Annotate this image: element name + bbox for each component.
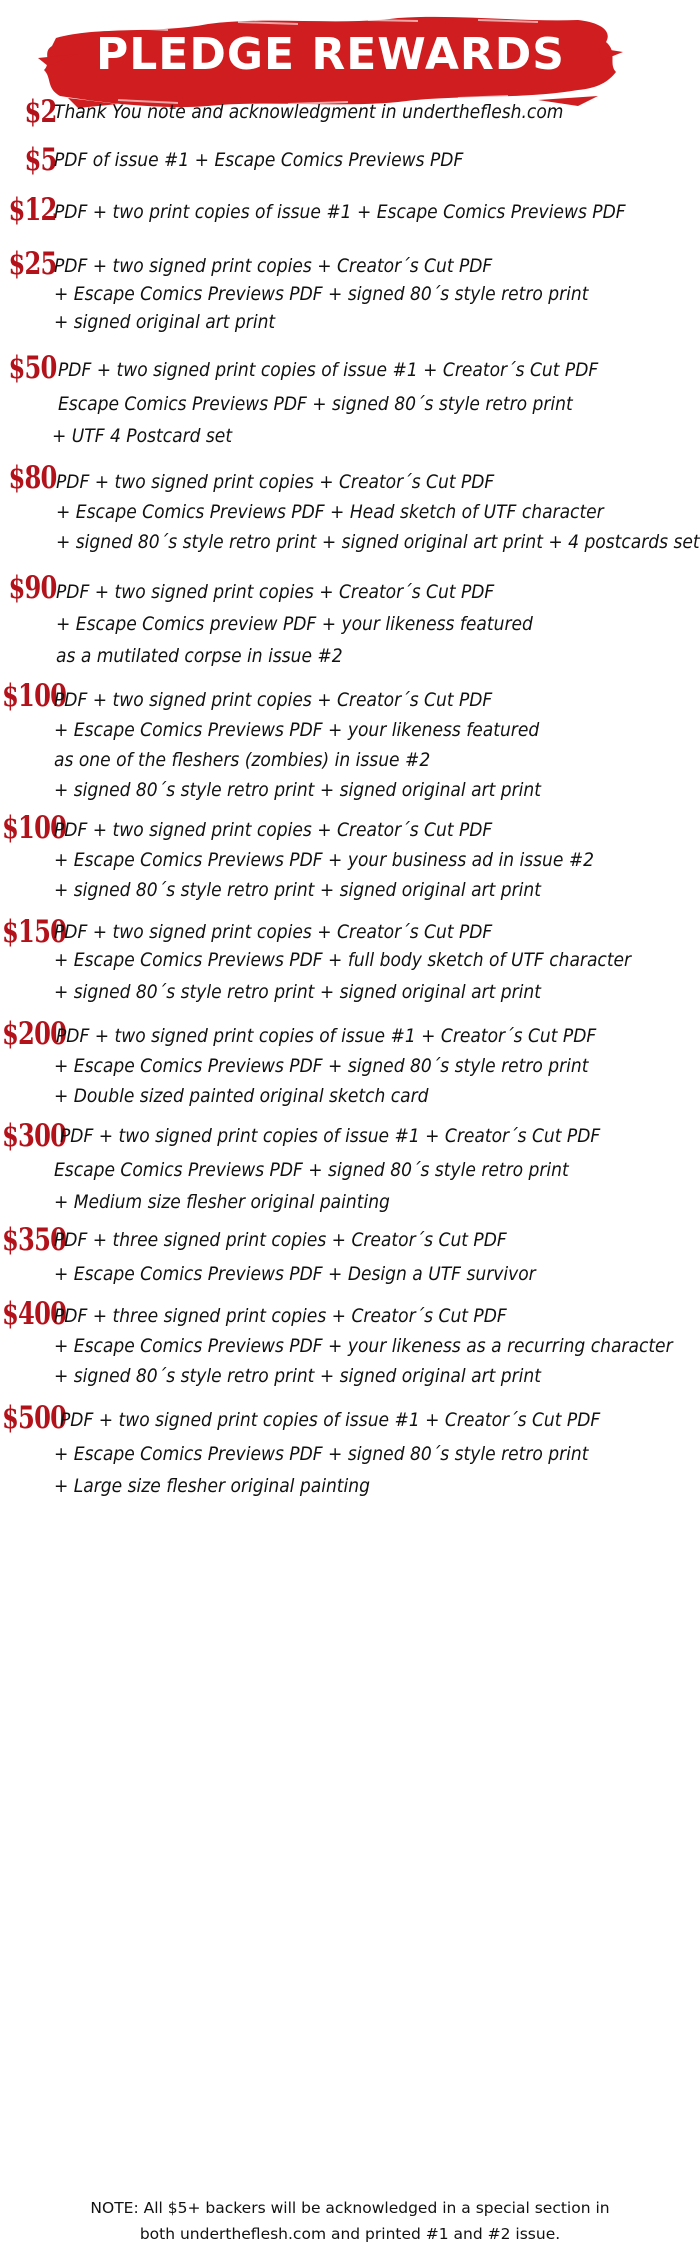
tier-line: + Escape Comics Previews PDF + your business ad in issue #2	[54, 849, 595, 871]
note-line: both undertheflesh.com and printed #1 and #2 issue.	[139, 2225, 561, 2243]
tier-line: PDF + two signed print copies + Creator´s Cut PDF	[54, 819, 493, 841]
tier-line: + Escape Comics Previews PDF + signed 80´s style retro print	[54, 283, 589, 305]
tier-line: + signed 80´s style retro print + signed original art print	[54, 1365, 541, 1387]
tier-price: $500	[2, 1400, 67, 1436]
tier-line: + signed 80´s style retro print + signed original art print	[54, 981, 541, 1003]
title-banner	[38, 8, 623, 113]
tier-price: $200	[2, 1016, 67, 1052]
tier-line: PDF + three signed print copies + Creator´s Cut PDF	[54, 1229, 507, 1251]
tier-line: PDF + two signed print copies of issue #1 + Creator´s Cut PDF	[56, 1025, 597, 1047]
tier-line: + Escape Comics Previews PDF + full body sketch of UTF character	[54, 949, 632, 971]
tier-line: PDF + two signed print copies + Creator´s Cut PDF	[54, 921, 493, 943]
tier-line: PDF + two signed print copies of issue #1 + Creator´s Cut PDF	[58, 359, 599, 381]
tier-line: + Escape Comics Previews PDF + signed 80´s style retro print	[54, 1055, 589, 1077]
tier-line: + Escape Comics Previews PDF + your likeness featured	[54, 719, 540, 741]
tier-line: + Medium size flesher original painting	[54, 1191, 390, 1213]
tier-line: + Escape Comics Previews PDF + signed 80´s style retro print	[54, 1443, 589, 1465]
backer-note	[0, 2195, 700, 2247]
tier-price: $12	[8, 192, 57, 228]
tier-line: as one of the fleshers (zombies) in issue #2	[54, 749, 431, 771]
tier-line: + signed 80´s style retro print + signed original art print	[54, 779, 541, 801]
tier-line: + signed original art print	[54, 311, 276, 333]
tier-price: $300	[2, 1118, 67, 1154]
tier-price: $2	[24, 94, 57, 130]
tier-line: PDF + two signed print copies of issue #1 + Creator´s Cut PDF	[60, 1125, 601, 1147]
tier-price: $80	[8, 460, 57, 496]
tier-price: $5	[24, 142, 57, 178]
tier-line: Escape Comics Previews PDF + signed 80´s style retro print	[54, 1159, 569, 1181]
tier-line: + Double sized painted original sketch card	[54, 1085, 429, 1107]
tier-price: $100	[2, 678, 67, 714]
tier-price: $90	[8, 570, 57, 606]
tier-line: + Escape Comics Previews PDF + Head sketch of UTF character	[56, 501, 604, 523]
tier-line: + Escape Comics Previews PDF + your likeness as a recurring character	[54, 1335, 673, 1357]
tier-line: PDF + two print copies of issue #1 + Escape Comics Previews PDF	[54, 201, 626, 223]
tier-price: $100	[2, 810, 67, 846]
tier-price: $350	[2, 1222, 67, 1258]
tier-price: $400	[2, 1296, 67, 1332]
tier-line: + Escape Comics Previews PDF + Design a UTF survivor	[54, 1263, 536, 1285]
tier-line: + signed 80´s style retro print + signed original art print	[54, 879, 541, 901]
tier-line: PDF + two signed print copies + Creator´s Cut PDF	[56, 471, 495, 493]
tier-line: PDF + two signed print copies + Creator´s Cut PDF	[54, 255, 493, 277]
tier-price: $150	[2, 914, 67, 950]
tier-line: as a mutilated corpse in issue #2	[56, 645, 343, 667]
tier-line: + signed 80´s style retro print + signed original art print + 4 postcards set	[56, 531, 700, 553]
tier-price: $50	[8, 350, 57, 386]
tier-line: Escape Comics Previews PDF + signed 80´s style retro print	[58, 393, 573, 415]
tier-line: + UTF 4 Postcard set	[52, 425, 233, 447]
tier-line: PDF + two signed print copies + Creator´s Cut PDF	[56, 581, 495, 603]
tier-line: Thank You note and acknowledgment in undertheflesh.com	[54, 101, 564, 123]
tier-price: $25	[8, 246, 57, 282]
page-title: PLEDGE REWARDS	[96, 29, 565, 80]
note-line: NOTE: All $5+ backers will be acknowledged in a special section in	[90, 2199, 610, 2217]
tier-line: PDF of issue #1 + Escape Comics Previews PDF	[54, 149, 464, 171]
tier-line: PDF + two signed print copies + Creator´s Cut PDF	[54, 689, 493, 711]
tier-line: PDF + two signed print copies of issue #1 + Creator´s Cut PDF	[60, 1409, 601, 1431]
tier-line: PDF + three signed print copies + Creator´s Cut PDF	[54, 1305, 507, 1327]
tier-line: + Large size flesher original painting	[54, 1475, 370, 1497]
tier-line: + Escape Comics preview PDF + your likeness featured	[56, 613, 533, 635]
